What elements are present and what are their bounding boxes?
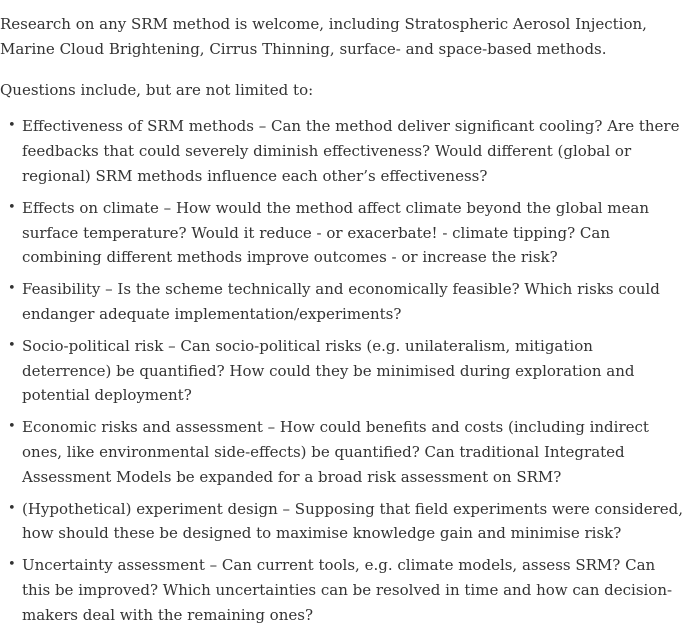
question-list [0, 114, 685, 627]
bullet-icon: • [8, 118, 16, 134]
list-item [0, 196, 685, 270]
list-item-text: Uncertainty assessment – Can current tools, e.g. climate models, assess SRM? Can this be improved? Which uncertainties can be resolved in time and how can decision-makers deal with the remaining ones? [22, 556, 673, 624]
list-item-text: Feasibility – Is the scheme technically and economically feasible? Which risks could endanger adequate implementation/experiments? [22, 280, 660, 323]
list-item-text: (Hypothetical) experiment design – Supposing that field experiments were considered, how should these be designed to maximise knowledge gain and minimise risk? [22, 499, 684, 543]
bullet-icon: • [8, 199, 16, 215]
list-item [0, 415, 685, 489]
bullet-icon: • [8, 337, 16, 353]
list-item-text: Economic risks and assessment – How could benefits and costs (including indirect ones, like environmental side-effects) be quantified? Can traditional Integrated Assessment Models be expanded for a broad risk assessment on SRM? [22, 418, 649, 486]
list-item-text: Effects on climate – How would the method affect climate beyond the global mean surface temperature? Would it reduce - or exacerbate! - climate tipping? Can combining different methods improve outcomes - or increase the risk? [22, 198, 649, 267]
list-item [0, 553, 685, 627]
bullet-icon: • [8, 557, 16, 573]
list-item [0, 114, 685, 188]
questions-intro: Questions include, but are not limited to: [0, 80, 314, 99]
bullet-icon: • [8, 281, 16, 297]
list-item [0, 497, 685, 547]
list-item [0, 277, 685, 327]
list-item-text: Socio-political risk – Can socio-political risks (e.g. unilateralism, mitigation deterrence) be quantified? How could they be minimised during exploration and potential deployment? [22, 336, 635, 405]
list-item [0, 334, 685, 408]
article-body [0, 12, 685, 628]
intro-paragraph: Research on any SRM method is welcome, including Stratospheric Aerosol Injection, Marine Cloud Brightening, Cirrus Thinning, surface- and space-based methods. [0, 15, 647, 58]
bullet-icon: • [8, 419, 16, 435]
list-item-text: Effectiveness of SRM methods – Can the method deliver significant cooling? Are there feedbacks that could severely diminish effectiveness? Would different (global or regional) SRM methods influence each other’s effectiveness? [22, 117, 680, 185]
bullet-icon: • [8, 500, 16, 516]
